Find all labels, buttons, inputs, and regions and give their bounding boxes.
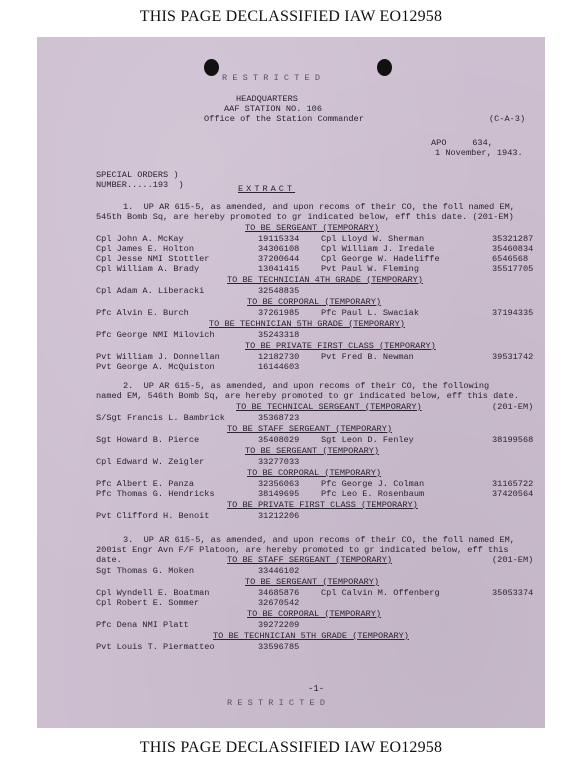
name: Sgt Thomas G. Moken	[96, 566, 194, 576]
page-number: -1-	[308, 684, 325, 694]
name: Pfc Thomas G. Hendricks	[96, 489, 215, 499]
name: Pfc Albert E. Panza	[96, 479, 194, 489]
serial-number: 35408029	[258, 435, 300, 445]
para2-line2: named EM, 546th Bomb Sq, are hereby promoted to gr indicated below, eff this date.	[96, 391, 519, 401]
serial-number: 37420564	[492, 489, 534, 499]
name: Cpl George W. Hadeliffe	[321, 254, 440, 264]
name: Pfc Paul L. Swaciak	[321, 308, 419, 318]
order-number: NUMBER.....193 )	[96, 180, 184, 190]
name: Cpl Lloyd W. Sherman	[321, 234, 425, 244]
serial-number: 31212206	[258, 511, 300, 521]
para2-heading-staff-sergeant: TO BE STAFF SERGEANT (TEMPORARY)	[227, 424, 393, 434]
name: S/Sgt Francis L. Bambrick	[96, 413, 225, 423]
order-date: 1 November, 1943.	[435, 148, 523, 158]
punch-hole-right	[377, 59, 392, 76]
para1-heading-tech5: TO BE TECHNICIAN 5TH GRADE (TEMPORARY)	[209, 319, 405, 329]
serial-number: 32548835	[258, 286, 300, 296]
declassified-banner-bottom: THIS PAGE DECLASSIFIED IAW EO12958	[139, 739, 443, 756]
reference-code: (C-A-3)	[489, 114, 526, 124]
special-orders-label: SPECIAL ORDERS )	[96, 170, 179, 180]
para1-line2: 545th Bomb Sq, are hereby promoted to gr indicated below, eff this date. (201-EM)	[96, 212, 514, 222]
name: Pvt William J. Donnellan	[96, 352, 220, 362]
name: Pvt George A. McQuiston	[96, 362, 215, 372]
para3-line2: 2001st Engr Avn F/F Platoon, are hereby promoted to gr indicated below, eff this	[96, 545, 509, 555]
serial-number: 34306108	[258, 244, 300, 254]
name: Sgt Howard B. Pierce	[96, 435, 200, 445]
serial-number: 31165722	[492, 479, 534, 489]
name: Sgt Leon D. Fenley	[321, 435, 414, 445]
name: Cpl William A. Brady	[96, 264, 200, 274]
para1-heading-sergeant: TO BE SERGEANT (TEMPORARY)	[245, 223, 380, 233]
name: Cpl Calvin M. Offenberg	[321, 588, 440, 598]
extract-title: EXTRACT	[238, 184, 296, 194]
para2-line1: 2. UP AR 615-5, as amended, and upon recoms of their CO, the following	[123, 381, 490, 391]
name: Pfc George NMI Milovich	[96, 330, 215, 340]
para3-heading-sergeant: TO BE SERGEANT (TEMPORARY)	[245, 577, 380, 587]
para3-reference: (201-EM)	[492, 555, 534, 565]
para3-heading-tech5: TO BE TECHNICIAN 5TH GRADE (TEMPORARY)	[213, 631, 409, 641]
serial-number: 38149695	[258, 489, 300, 499]
classification-footer: R E S T R I C T E D	[227, 698, 325, 708]
name: Pvt Clifford H. Benoit	[96, 511, 210, 521]
serial-number: 37194335	[492, 308, 534, 318]
para1-line1: 1. UP AR 615-5, as amended, and upon recoms of their CO, the foll named EM,	[123, 202, 515, 212]
para3-heading-corporal: TO BE CORPORAL (TEMPORARY)	[247, 609, 382, 619]
name: Cpl William J. Iredale	[321, 244, 435, 254]
para3-line1: 3. UP AR 615-5, as amended, and upon recoms of their CO, the foll named EM,	[123, 535, 515, 545]
serial-number: 32356063	[258, 479, 300, 489]
serial-number: 37200644	[258, 254, 300, 264]
name: Cpl Edward W. Zeigler	[96, 457, 205, 467]
name: Pvt Louis T. Piermatteo	[96, 642, 215, 652]
name: Cpl James E. Holton	[96, 244, 194, 254]
name: Cpl Adam A. Liberacki	[96, 286, 205, 296]
document-page	[37, 37, 545, 728]
name: Cpl Robert E. Sommer	[96, 598, 200, 608]
serial-number: 35243318	[258, 330, 300, 340]
apo-line: APO 634,	[431, 138, 493, 148]
para2-heading-pfc: TO BE PRIVATE FIRST CLASS (TEMPORARY)	[227, 500, 418, 510]
serial-number: 16144603	[258, 362, 300, 372]
serial-number: 33277033	[258, 457, 300, 467]
para3-heading-staff-sergeant: TO BE STAFF SERGEANT (TEMPORARY)	[227, 555, 393, 565]
serial-number: 33446102	[258, 566, 300, 576]
name: Pfc Dena NMI Platt	[96, 620, 189, 630]
name: Cpl Jesse NMI Stottler	[96, 254, 210, 264]
serial-number: 39531742	[492, 352, 534, 362]
serial-number: 35517705	[492, 264, 534, 274]
serial-number: 33596785	[258, 642, 300, 652]
punch-hole-left	[204, 59, 219, 76]
serial-number: 34685876	[258, 588, 300, 598]
name: Pfc Leo E. Rosenbaum	[321, 489, 425, 499]
serial-number: 32670542	[258, 598, 300, 608]
para2-heading-sergeant: TO BE SERGEANT (TEMPORARY)	[245, 446, 380, 456]
para2-reference: (201-EM)	[492, 402, 534, 412]
serial-number: 35368723	[258, 413, 300, 423]
serial-number: 37261985	[258, 308, 300, 318]
name: Pfc George J. Colman	[321, 479, 425, 489]
name: Pfc Alvin E. Burch	[96, 308, 189, 318]
org-header: HEADQUARTERS	[236, 94, 298, 104]
name: Cpl John A. McKay	[96, 234, 184, 244]
name: Pvt Paul W. Fleming	[321, 264, 419, 274]
serial-number: 38199568	[492, 435, 534, 445]
serial-number: 35321287	[492, 234, 534, 244]
serial-number: 12182730	[258, 352, 300, 362]
para1-heading-pfc: TO BE PRIVATE FIRST CLASS (TEMPORARY)	[245, 341, 436, 351]
office-header: Office of the Station Commander	[204, 114, 364, 124]
para1-heading-corporal: TO BE CORPORAL (TEMPORARY)	[247, 297, 382, 307]
para2-heading-corporal: TO BE CORPORAL (TEMPORARY)	[247, 468, 382, 478]
serial-number: 6546568	[492, 254, 529, 264]
serial-number: 39272209	[258, 620, 300, 630]
serial-number: 35460834	[492, 244, 534, 254]
classification-header: R E S T R I C T E D	[222, 73, 320, 83]
para1-heading-tech4: TO BE TECHNICIAN 4TH GRADE (TEMPORARY)	[227, 275, 423, 285]
name: Pvt Fred B. Newman	[321, 352, 414, 362]
para2-heading-tech-sergeant: TO BE TECHNICAL SERGEANT (TEMPORARY)	[236, 402, 422, 412]
declassified-banner-top: THIS PAGE DECLASSIFIED IAW EO12958	[139, 8, 443, 25]
serial-number: 13041415	[258, 264, 300, 274]
para3-line3: date.	[96, 555, 122, 565]
station-header: AAF STATION NO. 106	[224, 104, 322, 114]
serial-number: 35053374	[492, 588, 534, 598]
name: Cpl Wyndell E. Boatman	[96, 588, 210, 598]
serial-number: 19115334	[258, 234, 300, 244]
